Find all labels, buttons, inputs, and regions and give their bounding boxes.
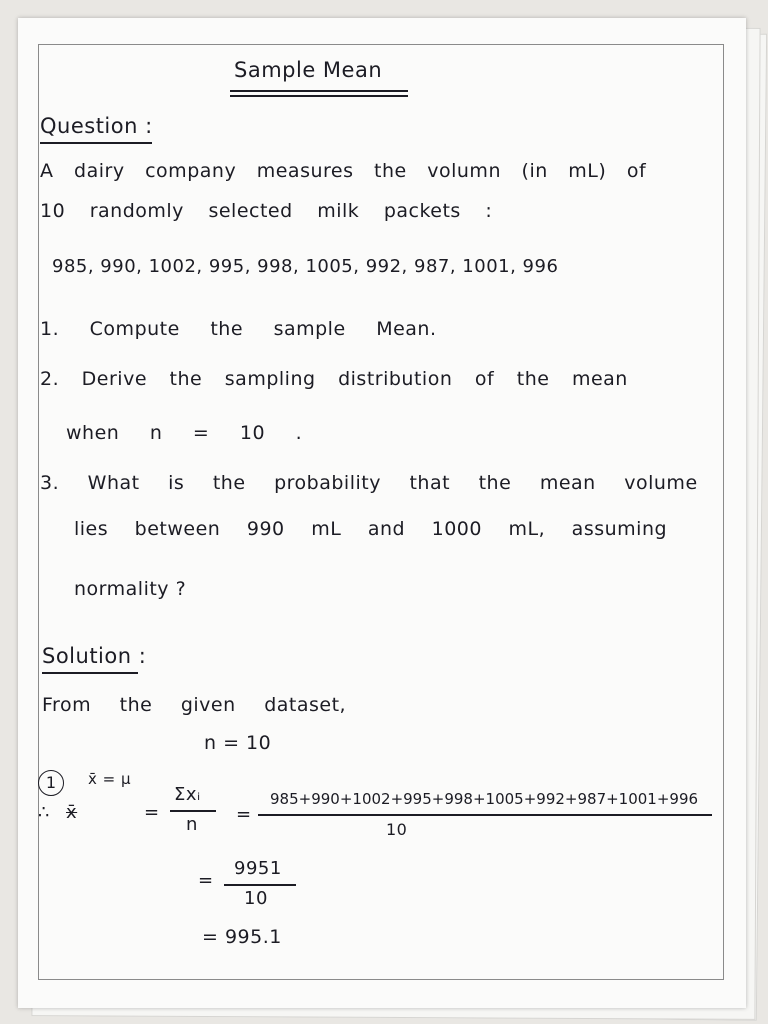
title-underline-2 [230,95,408,97]
sum-fraction-bar [170,810,216,812]
question-underline [40,142,152,144]
equals-sign-3: = [198,870,214,891]
data-values: 985, 990, 1002, 995, 998, 1005, 992, 987, 1001, 996 [52,256,559,277]
question-line-1: A dairy company measures the volumn (in mL) of [40,160,647,182]
sample-size: n = 10 [204,732,272,754]
sum-expression: 985+990+1002+995+998+1005+992+987+1001+996 [270,790,699,808]
crossed-out-symbol: x̄ [66,802,78,823]
solution-underline [42,672,138,674]
total-numerator: 9951 [234,858,282,879]
solution-intro: From the given dataset, [42,694,347,716]
question-heading: Question : [40,114,153,138]
question-item-3: 3. What is the probability that the mean volume [40,472,698,494]
question-item-2: 2. Derive the sampling distribution of the mean [40,368,628,390]
step-number-badge: 1 [38,770,64,796]
question-item-2-cont: when n = 10 . [66,422,303,444]
page-border [38,44,724,980]
total-fraction-bar [224,884,296,886]
question-item-3-cont: lies between 990 mL and 1000 mL, assuming [74,518,668,540]
page-title: Sample Mean [234,58,383,82]
mean-result: = 995.1 [202,926,282,948]
notebook-page [18,18,746,1008]
sum-denominator: n [186,814,198,835]
equals-sign-2: = [236,804,252,825]
solution-heading: Solution : [42,644,147,668]
expression-denominator: 10 [386,820,408,839]
therefore-symbol: ∴ [38,802,50,823]
title-underline-1 [230,90,408,92]
xbar-note: x̄ = μ [88,770,132,788]
question-item-3-cont2: normality ? [74,578,187,600]
total-denominator: 10 [244,888,268,909]
question-line-2: 10 randomly selected milk packets : [40,200,493,222]
expression-fraction-bar [258,814,712,816]
equals-sign-1: = [144,802,160,823]
sum-numerator: Σxᵢ [174,784,201,805]
question-item-1: 1. Compute the sample Mean. [40,318,437,340]
